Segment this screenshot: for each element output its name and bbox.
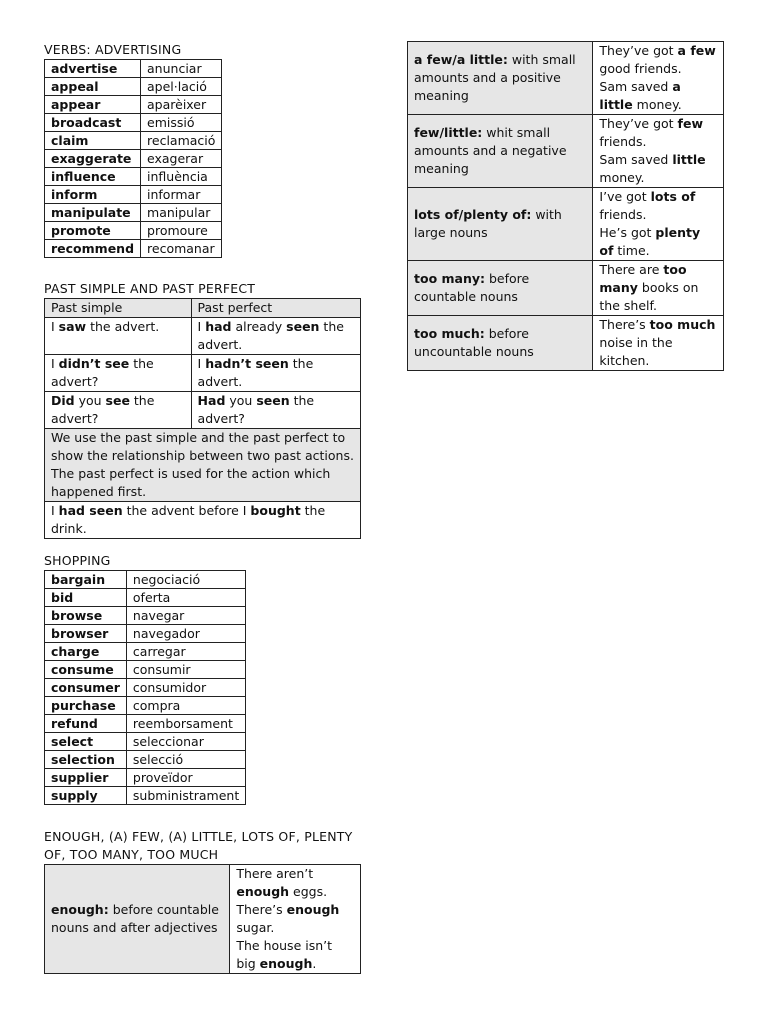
- shopping-title: SHOPPING: [44, 553, 111, 568]
- past-perfect-negative: I hadn’t seen the advert.: [191, 355, 360, 392]
- advertising-table: [44, 59, 222, 258]
- too-many-example: There are too many books on the shelf.: [593, 261, 724, 316]
- past-simple-header: Past simple: [45, 299, 192, 318]
- english-term: recommend: [45, 240, 141, 258]
- enough-examples: [230, 865, 361, 974]
- past-perfect-header: Past perfect: [191, 299, 360, 318]
- english-term: exaggerate: [45, 150, 141, 168]
- english-term: inform: [45, 186, 141, 204]
- vocab-row: [45, 132, 222, 150]
- vocab-row: [45, 625, 246, 643]
- vocab-row: [45, 607, 246, 625]
- vocab-row: [45, 114, 222, 132]
- too-much-rule: too much: before uncountable nouns: [408, 316, 593, 371]
- catalan-translation: proveïdor: [126, 769, 245, 787]
- catalan-translation: emissió: [141, 114, 222, 132]
- vocab-row: [45, 60, 222, 78]
- vocab-row: [45, 204, 222, 222]
- vocab-row: [45, 751, 246, 769]
- english-term: selection: [45, 751, 127, 769]
- english-term: bid: [45, 589, 127, 607]
- english-term: consume: [45, 661, 127, 679]
- vocab-row: [45, 168, 222, 186]
- catalan-translation: reclamació: [141, 132, 222, 150]
- past-perfect-question: Had you seen the advert?: [191, 392, 360, 429]
- vocab-row: [45, 222, 222, 240]
- past-simple-affirmative: I saw the advert.: [45, 318, 192, 355]
- past-perfect-affirmative: I had already seen the advert.: [191, 318, 360, 355]
- vocab-row: [45, 769, 246, 787]
- english-term: appeal: [45, 78, 141, 96]
- catalan-translation: carregar: [126, 643, 245, 661]
- english-term: bargain: [45, 571, 127, 589]
- vocab-row: [45, 715, 246, 733]
- english-term: appear: [45, 96, 141, 114]
- english-term: refund: [45, 715, 127, 733]
- past-title: PAST SIMPLE AND PAST PERFECT: [44, 281, 256, 296]
- lots-of-examples: I’ve got lots of friends. He’s got plenty of time.: [593, 188, 724, 261]
- catalan-translation: promoure: [141, 222, 222, 240]
- vocab-row: [45, 571, 246, 589]
- english-term: charge: [45, 643, 127, 661]
- enough-example-3: The house isn’t big enough.: [236, 938, 333, 971]
- too-much-example: There’s too much noise in the kitchen.: [593, 316, 724, 371]
- english-term: purchase: [45, 697, 127, 715]
- vocab-row: [45, 679, 246, 697]
- advertising-title: VERBS: ADVERTISING: [44, 42, 182, 57]
- catalan-translation: subministrament: [126, 787, 245, 805]
- vocab-row: [45, 661, 246, 679]
- past-usage-note: We use the past simple and the past perfect to show the relationship between two past actions. The past perfect is used for the action which happened first.: [45, 429, 361, 502]
- enough-table: [44, 864, 361, 974]
- enough-example-2: There’s enough sugar.: [236, 902, 340, 935]
- english-term: supplier: [45, 769, 127, 787]
- lots-of-rule: lots of/plenty of: with large nouns: [408, 188, 593, 261]
- english-term: influence: [45, 168, 141, 186]
- english-term: supply: [45, 787, 127, 805]
- catalan-translation: manipular: [141, 204, 222, 222]
- catalan-translation: oferta: [126, 589, 245, 607]
- catalan-translation: influència: [141, 168, 222, 186]
- english-term: advertise: [45, 60, 141, 78]
- vocab-row: [45, 733, 246, 751]
- catalan-translation: anunciar: [141, 60, 222, 78]
- catalan-translation: informar: [141, 186, 222, 204]
- catalan-translation: apel·lació: [141, 78, 222, 96]
- shopping-table: [44, 570, 246, 805]
- quantifiers-title: ENOUGH, (A) FEW, (A) LITTLE, LOTS OF, PLENTY OF, TOO MANY, TOO MUCH: [44, 829, 353, 862]
- catalan-translation: recomanar: [141, 240, 222, 258]
- past-simple-question: Did you see the advert?: [45, 392, 192, 429]
- enough-example-1: There aren’t enough eggs.: [236, 866, 328, 899]
- english-term: select: [45, 733, 127, 751]
- few-rule: few/little: whit small amounts and a negative meaning: [408, 115, 593, 188]
- enough-rule: enough: before countable nouns and after adjectives: [45, 865, 230, 974]
- a-few-examples: They’ve got a few good friends. Sam saved a little money.: [593, 42, 724, 115]
- english-term: manipulate: [45, 204, 141, 222]
- past-example: I had seen the advent before I bought the drink.: [45, 502, 361, 539]
- catalan-translation: reemborsament: [126, 715, 245, 733]
- catalan-translation: exagerar: [141, 150, 222, 168]
- english-term: browse: [45, 607, 127, 625]
- english-term: browser: [45, 625, 127, 643]
- quantifiers-table: [407, 41, 724, 371]
- english-term: consumer: [45, 679, 127, 697]
- catalan-translation: seleccionar: [126, 733, 245, 751]
- english-term: claim: [45, 132, 141, 150]
- vocab-row: [45, 96, 222, 114]
- too-many-rule: too many: before countable nouns: [408, 261, 593, 316]
- catalan-translation: consumidor: [126, 679, 245, 697]
- past-table: [44, 298, 361, 539]
- catalan-translation: negociació: [126, 571, 245, 589]
- english-term: promote: [45, 222, 141, 240]
- a-few-rule: a few/a little: with small amounts and a positive meaning: [408, 42, 593, 115]
- few-examples: They’ve got few friends. Sam saved little money.: [593, 115, 724, 188]
- vocab-row: [45, 150, 222, 168]
- catalan-translation: selecció: [126, 751, 245, 769]
- past-simple-negative: I didn’t see the advert?: [45, 355, 192, 392]
- english-term: broadcast: [45, 114, 141, 132]
- catalan-translation: navegar: [126, 607, 245, 625]
- catalan-translation: navegador: [126, 625, 245, 643]
- vocab-row: [45, 186, 222, 204]
- catalan-translation: consumir: [126, 661, 245, 679]
- vocab-row: [45, 697, 246, 715]
- vocab-row: [45, 787, 246, 805]
- vocab-row: [45, 589, 246, 607]
- catalan-translation: compra: [126, 697, 245, 715]
- vocab-row: [45, 240, 222, 258]
- vocab-row: [45, 643, 246, 661]
- vocab-row: [45, 78, 222, 96]
- catalan-translation: aparèixer: [141, 96, 222, 114]
